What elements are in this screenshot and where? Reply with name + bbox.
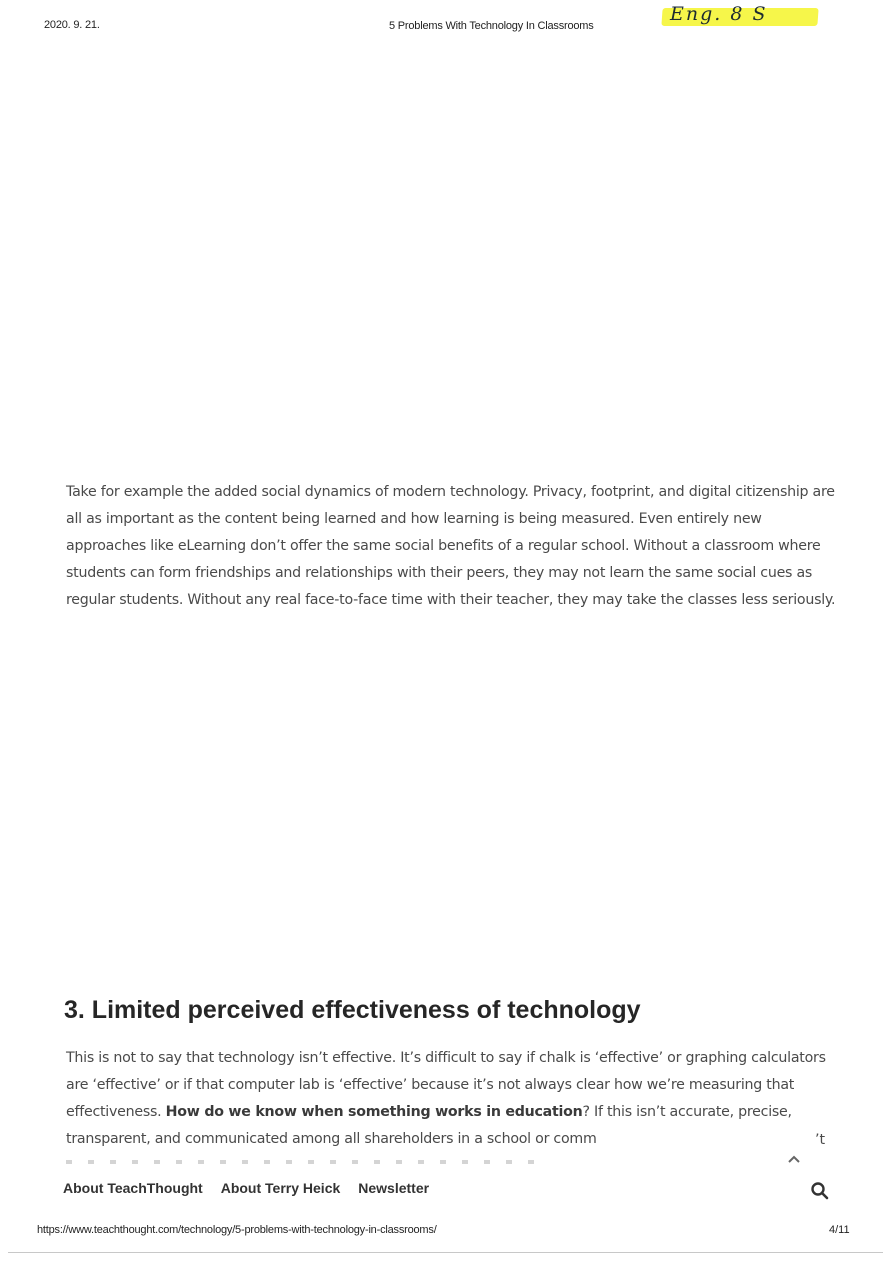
article-paragraph: Take for example the added social dynamics of modern technology. Privacy, footprint, and digital citizenship are all as important as the content being learned and how learning is being measured. Even entirely new approaches like eLearning don’t offer the same social benefits of a regular school. Without a classroom where students can form friendships and relationships with their peers, they may not learn the same social cues as regular students. Without any real face-to-face time with their teacher, they may take the classes less seriously. bbox=[66, 484, 836, 608]
cut-off-text: ’t bbox=[815, 1132, 826, 1148]
paragraph-text: This is not to say that technology isn’t effective. It’s difficult to say if chalk is ‘effective’ or graphing calculators are ‘effective’ or if that computer lab is ‘effective’ because it’s not always clear how we’re measuring that effectiveness. bbox=[66, 1050, 826, 1120]
scan-edge-line bbox=[8, 1252, 883, 1253]
search-icon bbox=[810, 1181, 830, 1201]
chevron-up-icon bbox=[787, 1155, 801, 1164]
search-button[interactable] bbox=[810, 1181, 830, 1201]
nav-link-about-terry-heick[interactable]: About Terry Heick bbox=[220, 1180, 341, 1196]
article-paragraph-2 bbox=[66, 1045, 836, 1153]
print-url: https://www.teachthought.com/technology/5-problems-with-technology-in-classrooms/ bbox=[37, 1224, 437, 1236]
handwritten-note-text: Eng. 8 S bbox=[670, 3, 768, 25]
footer-navigation bbox=[63, 1180, 429, 1196]
nav-link-newsletter[interactable]: Newsletter bbox=[358, 1180, 430, 1196]
bold-question-link[interactable]: How do we know when something works in education bbox=[165, 1104, 583, 1120]
handwritten-note bbox=[662, 5, 818, 27]
nav-link-about-teachthought[interactable]: About TeachThought bbox=[63, 1180, 203, 1196]
print-page-title: 5 Problems With Technology In Classrooms bbox=[389, 20, 594, 32]
print-page-number: 4/11 bbox=[829, 1224, 850, 1236]
section-heading: 3. Limited perceived effectiveness of technology bbox=[64, 996, 641, 1024]
faded-text-line bbox=[66, 1160, 536, 1164]
paragraph-text-continued: ? If this isn’t accurate, precise, transparent, and communicated among all shareholders in a school or comm bbox=[66, 1104, 792, 1147]
print-date: 2020. 9. 21. bbox=[44, 19, 100, 31]
scroll-to-top-button[interactable] bbox=[785, 1152, 803, 1166]
